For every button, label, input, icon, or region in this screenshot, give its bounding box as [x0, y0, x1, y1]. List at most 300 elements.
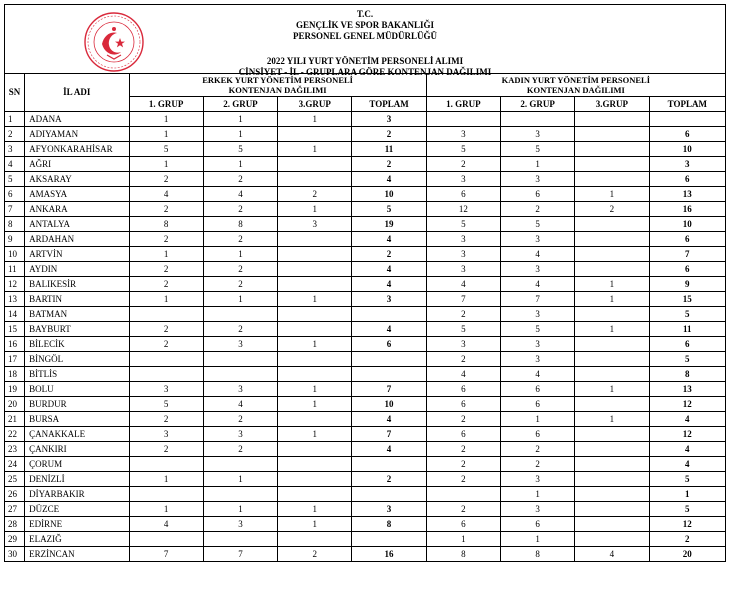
row-male-g1: [129, 367, 203, 382]
row-il-name: ADIYAMAN: [25, 127, 129, 142]
row-il-name: ANTALYA: [25, 217, 129, 232]
row-male-total: 16: [352, 547, 426, 562]
row-female-total: 6: [649, 232, 725, 247]
row-female-g3: [575, 457, 649, 472]
row-sn: 11: [5, 262, 25, 277]
row-male-g1: 2: [129, 262, 203, 277]
row-sn: 10: [5, 247, 25, 262]
row-male-total: [352, 367, 426, 382]
quota-table: [4, 4, 726, 562]
table-row: [5, 247, 726, 262]
row-female-g3: [575, 367, 649, 382]
row-female-g3: 2: [575, 202, 649, 217]
row-sn: 23: [5, 442, 25, 457]
row-female-total: 6: [649, 127, 725, 142]
row-female-g1: 12: [426, 202, 500, 217]
row-female-g3: 4: [575, 547, 649, 562]
row-male-g3: 2: [278, 187, 352, 202]
table-row: [5, 262, 726, 277]
row-female-g1: 3: [426, 247, 500, 262]
row-female-g3: [575, 127, 649, 142]
row-male-g2: [203, 487, 277, 502]
row-il-name: ARDAHAN: [25, 232, 129, 247]
row-sn: 13: [5, 292, 25, 307]
female-group-line1: KADIN YURT YÖNETİM PERSONELİ: [501, 75, 651, 85]
row-sn: 5: [5, 172, 25, 187]
row-il-name: BİTLİS: [25, 367, 129, 382]
row-male-total: 2: [352, 157, 426, 172]
row-female-total: 4: [649, 412, 725, 427]
col-female-g3: 3.GRUP: [575, 97, 649, 112]
row-male-g3: [278, 487, 352, 502]
row-male-g1: 2: [129, 277, 203, 292]
row-male-total: 4: [352, 232, 426, 247]
row-male-g3: [278, 157, 352, 172]
row-female-g2: 3: [500, 502, 574, 517]
row-female-g1: 2: [426, 442, 500, 457]
row-female-g2: 3: [500, 232, 574, 247]
row-sn: 19: [5, 382, 25, 397]
row-il-name: ÇANAKKALE: [25, 427, 129, 442]
row-male-g3: 1: [278, 112, 352, 127]
table-row: [5, 547, 726, 562]
row-male-total: 4: [352, 172, 426, 187]
row-female-g2: 3: [500, 472, 574, 487]
row-female-total: 1: [649, 487, 725, 502]
row-male-g1: 1: [129, 472, 203, 487]
row-female-g2: 1: [500, 157, 574, 172]
row-male-g1: [129, 457, 203, 472]
row-female-g3: [575, 397, 649, 412]
col-sn: SN: [5, 74, 25, 112]
row-female-g2: 6: [500, 427, 574, 442]
row-male-g1: 1: [129, 157, 203, 172]
row-male-g1: 2: [129, 442, 203, 457]
row-male-g2: 3: [203, 517, 277, 532]
row-female-g2: 3: [500, 172, 574, 187]
header-line-tc: T.C.: [356, 9, 374, 19]
row-female-g2: 3: [500, 307, 574, 322]
header-line-ministry: GENÇLİK VE SPOR BAKANLIĞI: [295, 20, 435, 30]
row-male-g3: [278, 127, 352, 142]
row-female-g3: [575, 307, 649, 322]
row-male-total: 7: [352, 382, 426, 397]
table-row: [5, 307, 726, 322]
row-male-g2: 1: [203, 127, 277, 142]
row-female-total: 15: [649, 292, 725, 307]
row-male-total: [352, 532, 426, 547]
row-male-g2: 4: [203, 397, 277, 412]
row-male-g1: 2: [129, 172, 203, 187]
row-male-g1: 2: [129, 322, 203, 337]
row-female-total: 5: [649, 472, 725, 487]
row-male-g1: 1: [129, 127, 203, 142]
header-title-2: CİNSİYET - İL - GRUPLARA GÖRE KONTENJAN DAĞILIMI: [238, 67, 492, 77]
row-sn: 27: [5, 502, 25, 517]
row-il-name: DİYARBAKIR: [25, 487, 129, 502]
row-female-total: 6: [649, 262, 725, 277]
row-female-g3: [575, 217, 649, 232]
col-il: İL ADI: [25, 74, 129, 112]
table-row: [5, 382, 726, 397]
row-male-g3: 1: [278, 142, 352, 157]
row-female-g3: 1: [575, 187, 649, 202]
row-male-g1: 3: [129, 382, 203, 397]
row-female-g2: 5: [500, 217, 574, 232]
row-female-g2: 2: [500, 442, 574, 457]
row-il-name: DENİZLİ: [25, 472, 129, 487]
row-female-g3: [575, 112, 649, 127]
row-male-g1: 2: [129, 337, 203, 352]
row-male-g2: 2: [203, 232, 277, 247]
row-male-g3: [278, 457, 352, 472]
row-sn: 16: [5, 337, 25, 352]
row-male-g3: 2: [278, 547, 352, 562]
table-row: [5, 112, 726, 127]
table-row: [5, 217, 726, 232]
table-row: [5, 172, 726, 187]
row-female-total: 7: [649, 247, 725, 262]
row-female-g1: 2: [426, 307, 500, 322]
row-female-total: 4: [649, 442, 725, 457]
row-il-name: BİNGÖL: [25, 352, 129, 367]
row-female-g3: [575, 352, 649, 367]
row-male-total: 6: [352, 337, 426, 352]
row-male-g3: [278, 277, 352, 292]
row-female-g2: 6: [500, 382, 574, 397]
row-male-g3: [278, 352, 352, 367]
row-male-g2: 2: [203, 202, 277, 217]
row-il-name: ARTVİN: [25, 247, 129, 262]
row-female-total: 12: [649, 397, 725, 412]
row-male-g1: 1: [129, 112, 203, 127]
row-female-total: 10: [649, 217, 725, 232]
table-row: [5, 472, 726, 487]
document-header: [5, 5, 726, 77]
table-row: [5, 487, 726, 502]
row-female-g3: 1: [575, 322, 649, 337]
row-male-total: 4: [352, 322, 426, 337]
row-sn: 26: [5, 487, 25, 502]
table-row: [5, 532, 726, 547]
row-il-name: BAYBURT: [25, 322, 129, 337]
row-il-name: ÇORUM: [25, 457, 129, 472]
row-sn: 21: [5, 412, 25, 427]
row-female-total: 2: [649, 532, 725, 547]
row-il-name: EDİRNE: [25, 517, 129, 532]
row-female-g3: [575, 442, 649, 457]
row-female-g2: 8: [500, 547, 574, 562]
row-male-g2: 2: [203, 322, 277, 337]
male-group-line1: ERKEK YURT YÖNETİM PERSONELİ: [202, 75, 353, 85]
row-male-g2: 7: [203, 547, 277, 562]
row-female-g1: 3: [426, 172, 500, 187]
row-male-g3: [278, 412, 352, 427]
row-female-total: 10: [649, 142, 725, 157]
row-il-name: ÇANKIRI: [25, 442, 129, 457]
row-male-g3: 1: [278, 202, 352, 217]
row-sn: 9: [5, 232, 25, 247]
row-female-g1: 2: [426, 457, 500, 472]
table-row: [5, 442, 726, 457]
row-female-g2: 6: [500, 397, 574, 412]
row-male-g1: 5: [129, 142, 203, 157]
row-sn: 7: [5, 202, 25, 217]
row-male-g3: [278, 232, 352, 247]
row-male-g3: [278, 472, 352, 487]
row-female-total: [649, 112, 725, 127]
row-male-g1: 4: [129, 517, 203, 532]
col-female-total: TOPLAM: [649, 97, 725, 112]
row-female-g1: [426, 112, 500, 127]
row-female-total: 16: [649, 202, 725, 217]
row-female-g1: 2: [426, 412, 500, 427]
row-female-g3: 1: [575, 277, 649, 292]
row-sn: 4: [5, 157, 25, 172]
row-male-g3: 1: [278, 427, 352, 442]
row-female-g1: 3: [426, 127, 500, 142]
row-sn: 22: [5, 427, 25, 442]
row-male-total: 5: [352, 202, 426, 217]
row-female-g1: 6: [426, 517, 500, 532]
female-group-line2: KONTENJAN DAĞILIMI: [526, 85, 625, 95]
row-male-g2: 1: [203, 247, 277, 262]
row-female-g1: 5: [426, 142, 500, 157]
row-male-total: 4: [352, 442, 426, 457]
row-il-name: BİLECİK: [25, 337, 129, 352]
quota-table-sheet: [4, 4, 726, 562]
row-female-g1: 2: [426, 502, 500, 517]
row-female-g3: [575, 502, 649, 517]
row-male-total: 3: [352, 292, 426, 307]
table-row: [5, 187, 726, 202]
row-female-g3: [575, 172, 649, 187]
row-male-g2: 4: [203, 187, 277, 202]
row-female-g1: 4: [426, 277, 500, 292]
row-female-total: 13: [649, 187, 725, 202]
row-female-g3: 1: [575, 292, 649, 307]
table-row: [5, 232, 726, 247]
row-female-g1: 1: [426, 532, 500, 547]
row-female-total: 3: [649, 157, 725, 172]
table-row: [5, 367, 726, 382]
table-row: [5, 292, 726, 307]
row-il-name: ERZİNCAN: [25, 547, 129, 562]
table-body: [5, 112, 726, 562]
row-female-g2: 4: [500, 277, 574, 292]
row-il-name: AMASYA: [25, 187, 129, 202]
row-female-total: 12: [649, 517, 725, 532]
row-male-g3: 1: [278, 337, 352, 352]
row-female-g1: 3: [426, 262, 500, 277]
row-male-g2: 2: [203, 172, 277, 187]
row-male-g3: 3: [278, 217, 352, 232]
row-male-g3: [278, 262, 352, 277]
row-female-g2: 1: [500, 487, 574, 502]
row-male-g3: 1: [278, 502, 352, 517]
row-female-g2: 2: [500, 457, 574, 472]
col-male-g3: 3.GRUP: [278, 97, 352, 112]
row-il-name: AFYONKARAHİSAR: [25, 142, 129, 157]
row-sn: 8: [5, 217, 25, 232]
table-row: [5, 457, 726, 472]
table-row: [5, 127, 726, 142]
table-row: [5, 352, 726, 367]
table-row: [5, 157, 726, 172]
row-male-g3: [278, 322, 352, 337]
row-male-g2: [203, 532, 277, 547]
row-female-total: 5: [649, 502, 725, 517]
row-male-total: [352, 352, 426, 367]
row-male-g2: 8: [203, 217, 277, 232]
row-male-g3: 1: [278, 517, 352, 532]
row-female-g2: 3: [500, 337, 574, 352]
row-female-g2: 6: [500, 517, 574, 532]
row-female-g1: 8: [426, 547, 500, 562]
row-il-name: BATMAN: [25, 307, 129, 322]
row-male-g1: 5: [129, 397, 203, 412]
row-female-g3: [575, 472, 649, 487]
row-il-name: BURSA: [25, 412, 129, 427]
row-male-total: 2: [352, 127, 426, 142]
row-male-g1: 2: [129, 232, 203, 247]
row-male-total: [352, 457, 426, 472]
row-male-total: 10: [352, 187, 426, 202]
row-female-g3: [575, 427, 649, 442]
row-male-g2: 2: [203, 412, 277, 427]
row-female-g2: 6: [500, 187, 574, 202]
table-row: [5, 322, 726, 337]
row-male-g1: 1: [129, 247, 203, 262]
row-female-g1: 6: [426, 427, 500, 442]
row-sn: 2: [5, 127, 25, 142]
row-male-g1: [129, 352, 203, 367]
row-female-total: 6: [649, 337, 725, 352]
row-female-g2: 3: [500, 352, 574, 367]
row-female-g2: 5: [500, 142, 574, 157]
col-male-g1: 1. GRUP: [129, 97, 203, 112]
row-female-g1: [426, 487, 500, 502]
row-sn: 25: [5, 472, 25, 487]
row-female-g2: 1: [500, 532, 574, 547]
row-sn: 3: [5, 142, 25, 157]
row-male-total: 2: [352, 472, 426, 487]
row-female-g3: [575, 247, 649, 262]
row-female-total: 5: [649, 307, 725, 322]
row-female-g3: [575, 337, 649, 352]
row-female-total: 11: [649, 322, 725, 337]
row-female-g3: [575, 157, 649, 172]
row-male-g1: [129, 307, 203, 322]
col-female-g2: 2. GRUP: [500, 97, 574, 112]
row-il-name: BALIKESİR: [25, 277, 129, 292]
table-row: [5, 397, 726, 412]
col-male-total: TOPLAM: [352, 97, 426, 112]
row-sn: 14: [5, 307, 25, 322]
header-title-1: 2022 YILI YURT YÖNETİM PERSONELİ ALIMI: [266, 56, 464, 66]
row-male-g3: [278, 532, 352, 547]
row-female-g2: 5: [500, 322, 574, 337]
row-male-g2: 5: [203, 142, 277, 157]
male-group-line2: KONTENJAN DAĞILIMI: [228, 85, 327, 95]
row-male-g1: 2: [129, 202, 203, 217]
row-male-g1: 7: [129, 547, 203, 562]
row-sn: 30: [5, 547, 25, 562]
table-row: [5, 202, 726, 217]
row-il-name: AYDIN: [25, 262, 129, 277]
row-female-g3: [575, 142, 649, 157]
row-female-g2: 1: [500, 412, 574, 427]
row-female-total: 12: [649, 427, 725, 442]
row-male-total: [352, 487, 426, 502]
row-female-g1: 2: [426, 472, 500, 487]
row-male-g3: 1: [278, 292, 352, 307]
row-il-name: ELAZIĞ: [25, 532, 129, 547]
row-male-g2: 2: [203, 277, 277, 292]
row-female-g2: 4: [500, 367, 574, 382]
row-male-total: 8: [352, 517, 426, 532]
header-line-directorate: PERSONEL GENEL MÜDÜRLÜĞÜ: [292, 31, 438, 41]
row-male-g2: 3: [203, 427, 277, 442]
row-female-g1: 2: [426, 352, 500, 367]
row-male-total: 4: [352, 277, 426, 292]
row-female-total: 5: [649, 352, 725, 367]
row-male-g3: [278, 307, 352, 322]
row-male-g2: 3: [203, 337, 277, 352]
row-sn: 28: [5, 517, 25, 532]
row-male-g2: [203, 367, 277, 382]
row-female-g1: 6: [426, 397, 500, 412]
table-row: [5, 427, 726, 442]
row-female-total: 9: [649, 277, 725, 292]
row-sn: 1: [5, 112, 25, 127]
row-il-name: BURDUR: [25, 397, 129, 412]
row-male-total: 4: [352, 412, 426, 427]
row-il-name: BOLU: [25, 382, 129, 397]
row-female-g2: 3: [500, 127, 574, 142]
row-female-total: 4: [649, 457, 725, 472]
row-female-g1: 5: [426, 322, 500, 337]
row-female-g1: 3: [426, 232, 500, 247]
row-male-g3: [278, 367, 352, 382]
row-male-g2: 1: [203, 502, 277, 517]
row-female-g1: 4: [426, 367, 500, 382]
row-female-g1: 5: [426, 217, 500, 232]
row-male-g2: [203, 352, 277, 367]
row-male-g1: 4: [129, 187, 203, 202]
row-male-g1: 1: [129, 292, 203, 307]
table-row: [5, 142, 726, 157]
row-male-total: 4: [352, 262, 426, 277]
row-female-g2: 4: [500, 247, 574, 262]
row-male-total: [352, 307, 426, 322]
row-female-total: 8: [649, 367, 725, 382]
table-row: [5, 517, 726, 532]
row-female-g1: 3: [426, 337, 500, 352]
row-male-g2: 1: [203, 112, 277, 127]
row-male-g2: 2: [203, 262, 277, 277]
row-female-g2: [500, 112, 574, 127]
row-sn: 29: [5, 532, 25, 547]
row-sn: 24: [5, 457, 25, 472]
row-sn: 20: [5, 397, 25, 412]
row-female-g3: 1: [575, 382, 649, 397]
row-male-g2: [203, 307, 277, 322]
row-male-g2: 1: [203, 157, 277, 172]
row-il-name: AĞRI: [25, 157, 129, 172]
row-female-g1: 2: [426, 157, 500, 172]
row-male-g1: 1: [129, 502, 203, 517]
